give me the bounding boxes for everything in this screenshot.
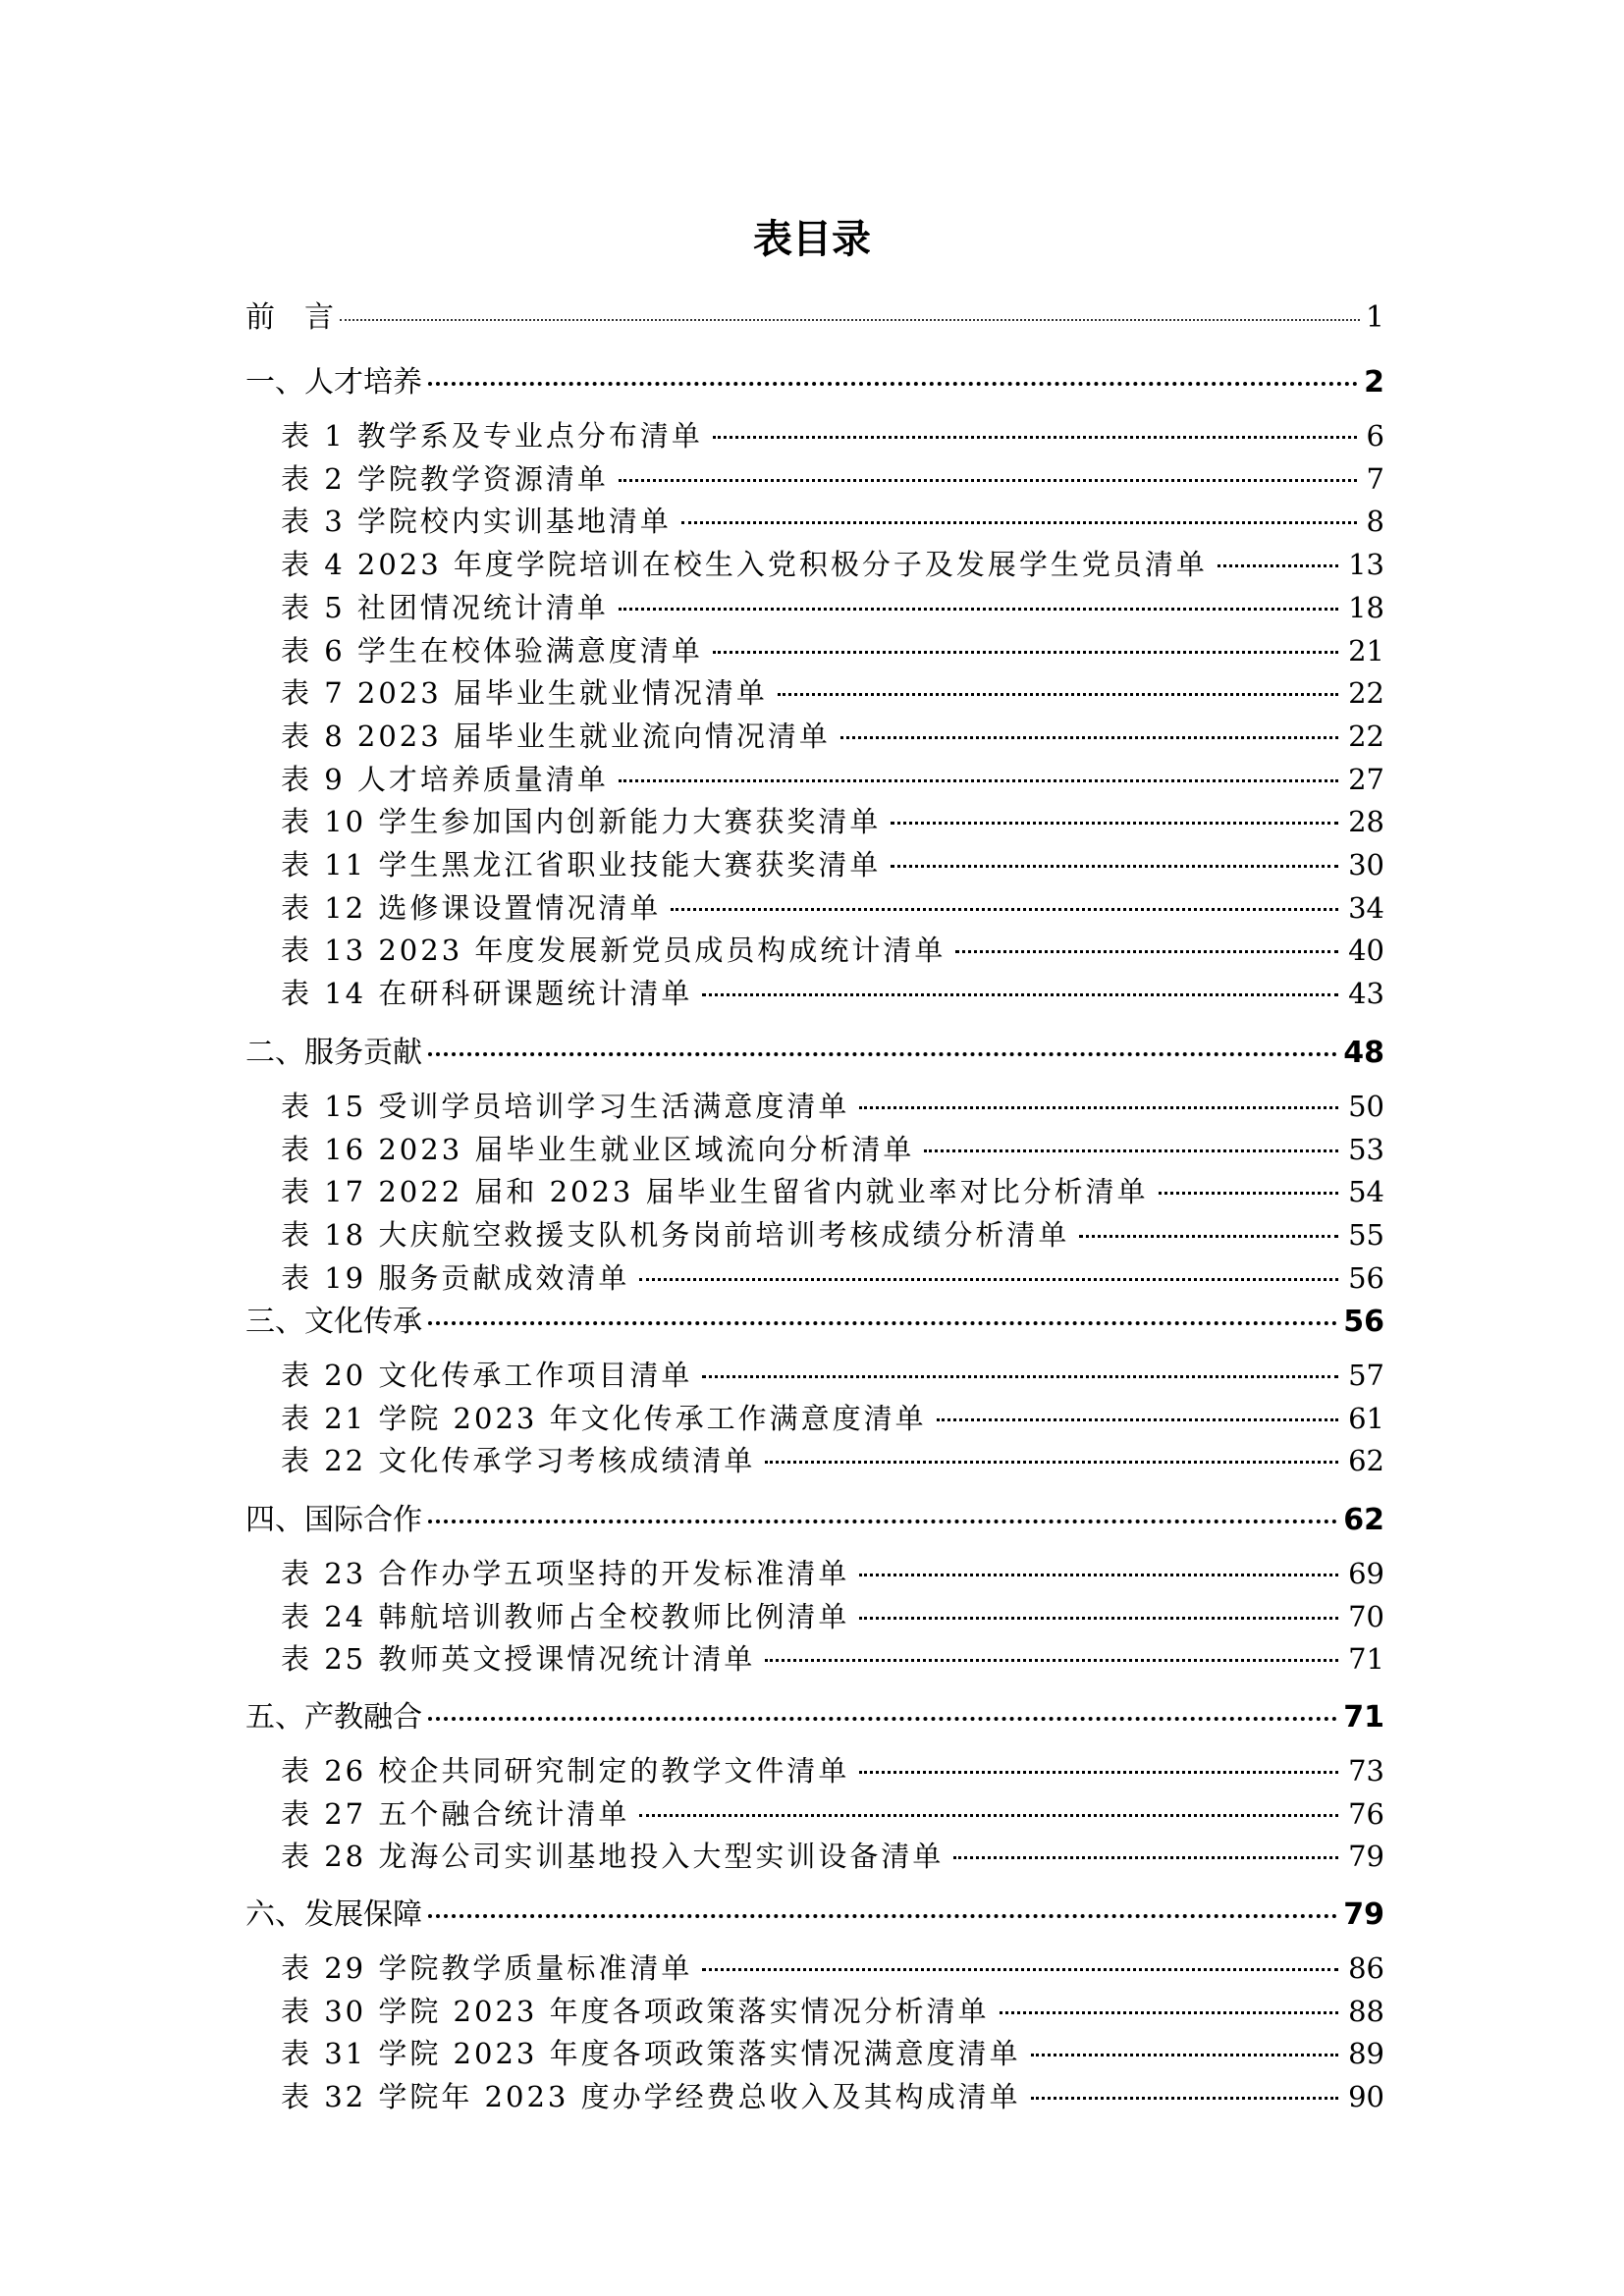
toc-table-entry[interactable] <box>281 1554 1384 1593</box>
dot-leader <box>891 865 1338 868</box>
toc-table-entry[interactable] <box>281 1597 1384 1636</box>
toc-table-label: 表 6 学生在校体验满意度清单 <box>281 633 703 667</box>
toc-section-label: 二、服务贡献 <box>245 1036 422 1070</box>
toc-table-entry[interactable] <box>281 1441 1384 1480</box>
toc-table-page: 18 <box>1348 590 1384 624</box>
dot-leader <box>1000 2011 1339 2014</box>
toc-table-label: 表 25 教师英文授课情况统计清单 <box>281 1642 756 1677</box>
toc-table-entry[interactable] <box>281 1172 1384 1211</box>
toc-table-entry[interactable] <box>281 1639 1384 1679</box>
toc-table-label: 表 23 合作办学五项坚持的开发标准清单 <box>281 1557 850 1590</box>
toc-table-page: 30 <box>1348 848 1384 881</box>
dot-leader <box>1079 1235 1338 1238</box>
toc-table-entry[interactable] <box>281 1794 1384 1834</box>
toc-table-page: 13 <box>1348 548 1384 582</box>
dot-leader <box>955 950 1338 953</box>
toc-table-entry[interactable] <box>281 459 1384 499</box>
dot-leader <box>713 436 1357 439</box>
toc-table-entry[interactable] <box>281 1356 1384 1395</box>
toc-table-entry[interactable] <box>281 1949 1384 1988</box>
dot-leader <box>1218 564 1338 567</box>
toc-section-label: 三、文化传承 <box>245 1305 422 1339</box>
dot-leader <box>859 1106 1338 1109</box>
dot-leader <box>639 1278 1338 1281</box>
toc-table-entry[interactable] <box>281 1130 1384 1169</box>
toc-entry-preface[interactable] <box>245 298 1384 338</box>
toc-table-entry[interactable] <box>281 974 1384 1013</box>
toc-table-entry[interactable] <box>281 416 1384 455</box>
toc-table-label: 表 21 学院 2023 年文化传承工作满意度清单 <box>281 1401 927 1435</box>
toc-table-page: 89 <box>1348 2037 1384 2071</box>
dot-leader <box>713 651 1338 654</box>
toc-table-label: 表 12 选修课设置情况清单 <box>281 890 662 925</box>
toc-section-page: 2 <box>1364 365 1384 400</box>
toc-table-page: 7 <box>1366 461 1384 496</box>
toc-table-page: 22 <box>1348 676 1384 711</box>
dot-leader <box>702 1968 1338 1971</box>
toc-table-page: 70 <box>1348 1599 1384 1633</box>
toc-table-page: 40 <box>1348 934 1384 968</box>
toc-table-label: 表 20 文化传承工作项目清单 <box>281 1359 693 1392</box>
toc-table-page: 79 <box>1348 1840 1384 1874</box>
toc-table-page: 34 <box>1348 890 1384 925</box>
toc-section-label: 五、产教融合 <box>245 1700 422 1735</box>
dot-leader <box>428 1914 1337 1918</box>
dot-leader <box>428 1321 1337 1325</box>
toc-section-page: 62 <box>1343 1503 1384 1537</box>
toc-table-page: 57 <box>1348 1359 1384 1392</box>
toc-table-entry[interactable] <box>281 888 1384 928</box>
toc-table-label: 表 7 2023 届毕业生就业情况清单 <box>281 676 768 711</box>
toc-section-page: 71 <box>1343 1700 1384 1735</box>
toc-table-entry[interactable] <box>281 631 1384 670</box>
dot-leader <box>859 1617 1338 1620</box>
toc-table-label: 表 4 2023 年度学院培训在校生入党积极分子及发展学生党员清单 <box>281 548 1208 582</box>
toc-table-page: 28 <box>1348 805 1384 839</box>
toc-table-label: 表 26 校企共同研究制定的教学文件清单 <box>281 1754 850 1788</box>
dot-leader <box>1031 2097 1339 2100</box>
toc-table-page: 27 <box>1348 762 1384 796</box>
toc-table-entry[interactable] <box>281 760 1384 799</box>
dot-leader <box>778 693 1338 696</box>
toc-table-page: 73 <box>1348 1754 1384 1788</box>
toc-table-label: 表 8 2023 届毕业生就业流向情况清单 <box>281 719 831 753</box>
toc-table-label: 表 1 教学系及专业点分布清单 <box>281 419 703 453</box>
toc-entry-page: 1 <box>1365 300 1384 335</box>
dot-leader <box>619 479 1357 482</box>
toc-table-entry[interactable] <box>281 545 1384 584</box>
dot-leader <box>924 1149 1338 1152</box>
toc-table-label: 表 14 在研科研课题统计清单 <box>281 977 693 1011</box>
toc-table-page: 22 <box>1348 719 1384 753</box>
toc-table-entry[interactable] <box>281 2034 1384 2073</box>
toc-table-entry[interactable] <box>281 1215 1384 1255</box>
toc-table-entry[interactable] <box>281 931 1384 970</box>
toc-section-page: 56 <box>1343 1305 1384 1339</box>
dot-leader <box>428 1717 1337 1721</box>
toc-table-label: 表 16 2023 届毕业生就业区域流向分析清单 <box>281 1132 915 1166</box>
toc-table-label: 表 30 学院 2023 年度各项政策落实情况分析清单 <box>281 1994 990 2028</box>
toc-section[interactable] <box>245 1303 1384 1342</box>
dot-leader <box>859 1574 1338 1576</box>
dot-leader <box>702 993 1338 996</box>
toc-section[interactable] <box>245 363 1384 402</box>
toc-table-label: 表 2 学院教学资源清单 <box>281 461 609 496</box>
dot-leader <box>840 736 1338 739</box>
toc-section-label: 六、发展保障 <box>245 1897 422 1932</box>
toc-entry-label: 前 言 <box>245 300 334 335</box>
toc-table-page: 54 <box>1348 1175 1384 1209</box>
toc-table-entry[interactable] <box>281 845 1384 884</box>
toc-table-page: 8 <box>1366 505 1384 539</box>
toc-table-entry[interactable] <box>281 717 1384 756</box>
toc-table-entry[interactable] <box>281 2077 1384 2116</box>
toc-table-label: 表 5 社团情况统计清单 <box>281 590 609 624</box>
toc-table-entry[interactable] <box>281 673 1384 713</box>
toc-table-page: 76 <box>1348 1796 1384 1831</box>
toc-table-entry[interactable] <box>281 1258 1384 1298</box>
toc-table-label: 表 24 韩航培训教师占全校教师比例清单 <box>281 1599 850 1633</box>
dot-leader <box>428 382 1358 386</box>
toc-table-label: 表 29 学院教学质量标准清单 <box>281 1951 693 1985</box>
dot-leader <box>639 1814 1338 1817</box>
toc-table-page: 61 <box>1348 1401 1384 1435</box>
dot-leader <box>702 1375 1338 1378</box>
toc-section-page: 48 <box>1343 1036 1384 1070</box>
dot-leader <box>765 1461 1338 1464</box>
dot-leader <box>891 822 1338 825</box>
dot-leader <box>1159 1192 1338 1195</box>
toc-table-label: 表 19 服务贡献成效清单 <box>281 1260 630 1295</box>
dot-leader <box>340 319 1360 321</box>
toc-table-entry[interactable] <box>281 1992 1384 2031</box>
toc-table-entry[interactable] <box>281 1399 1384 1438</box>
toc-table-label: 表 22 文化传承学习考核成绩清单 <box>281 1444 756 1478</box>
dot-leader <box>1031 2054 1339 2056</box>
dot-leader <box>619 608 1338 611</box>
toc-table-label: 表 32 学院年 2023 度办学经费总收入及其构成清单 <box>281 2080 1021 2114</box>
page-title: 表目录 <box>753 217 871 262</box>
toc-table-label: 表 9 人才培养质量清单 <box>281 762 609 796</box>
toc-table-label: 表 31 学院 2023 年度各项政策落实情况满意度清单 <box>281 2037 1021 2071</box>
dot-leader <box>681 521 1357 524</box>
toc-table-label: 表 28 龙海公司实训基地投入大型实训设备清单 <box>281 1840 945 1874</box>
toc-table-entry[interactable] <box>281 588 1384 627</box>
toc-table-entry[interactable] <box>281 1087 1384 1126</box>
toc-table-page: 62 <box>1348 1444 1384 1478</box>
toc-table-page: 88 <box>1348 1994 1384 2028</box>
toc-table-page: 43 <box>1348 977 1384 1011</box>
toc-table-entry[interactable] <box>281 1837 1384 1876</box>
toc-table-page: 21 <box>1348 633 1384 667</box>
dot-leader <box>619 779 1338 782</box>
toc-table-label: 表 11 学生黑龙江省职业技能大赛获奖清单 <box>281 848 882 881</box>
toc-table-page: 55 <box>1348 1218 1384 1253</box>
toc-table-label: 表 17 2022 届和 2023 届毕业生留省内就业率对比分析清单 <box>281 1175 1149 1209</box>
toc-table-label: 表 27 五个融合统计清单 <box>281 1796 630 1831</box>
toc-table-page: 90 <box>1348 2080 1384 2114</box>
dot-leader <box>765 1659 1338 1662</box>
dot-leader <box>428 1520 1337 1523</box>
dot-leader <box>671 908 1338 911</box>
toc-section[interactable] <box>245 1896 1384 1935</box>
toc-table-page: 71 <box>1348 1642 1384 1677</box>
toc-section-label: 四、国际合作 <box>245 1503 422 1537</box>
toc-table-page: 86 <box>1348 1951 1384 1985</box>
dot-leader <box>953 1856 1338 1859</box>
toc-table-page: 6 <box>1366 419 1384 453</box>
toc-section[interactable] <box>245 1034 1384 1073</box>
dot-leader <box>937 1418 1339 1421</box>
toc-section[interactable] <box>245 1501 1384 1540</box>
toc-table-entry[interactable] <box>281 802 1384 841</box>
toc-table-page: 56 <box>1348 1260 1384 1295</box>
toc-table-label: 表 10 学生参加国内创新能力大赛获奖清单 <box>281 805 882 839</box>
toc-table-page: 50 <box>1348 1090 1384 1123</box>
dot-leader <box>428 1052 1337 1056</box>
toc-table-page: 69 <box>1348 1557 1384 1590</box>
toc-table-label: 表 13 2023 年度发展新党员成员构成统计清单 <box>281 934 947 968</box>
toc-table-label: 表 15 受训学员培训学习生活满意度清单 <box>281 1090 850 1123</box>
toc-table-entry[interactable] <box>281 502 1384 541</box>
toc-table-entry[interactable] <box>281 1751 1384 1790</box>
toc-table-page: 53 <box>1348 1132 1384 1166</box>
toc-section[interactable] <box>245 1698 1384 1737</box>
toc-table-label: 表 3 学院校内实训基地清单 <box>281 505 672 539</box>
dot-leader <box>859 1771 1338 1774</box>
toc-section-label: 一、人才培养 <box>245 365 422 400</box>
toc-table-label: 表 18 大庆航空救援支队机务岗前培训考核成绩分析清单 <box>281 1218 1070 1253</box>
toc-section-page: 79 <box>1343 1897 1384 1932</box>
